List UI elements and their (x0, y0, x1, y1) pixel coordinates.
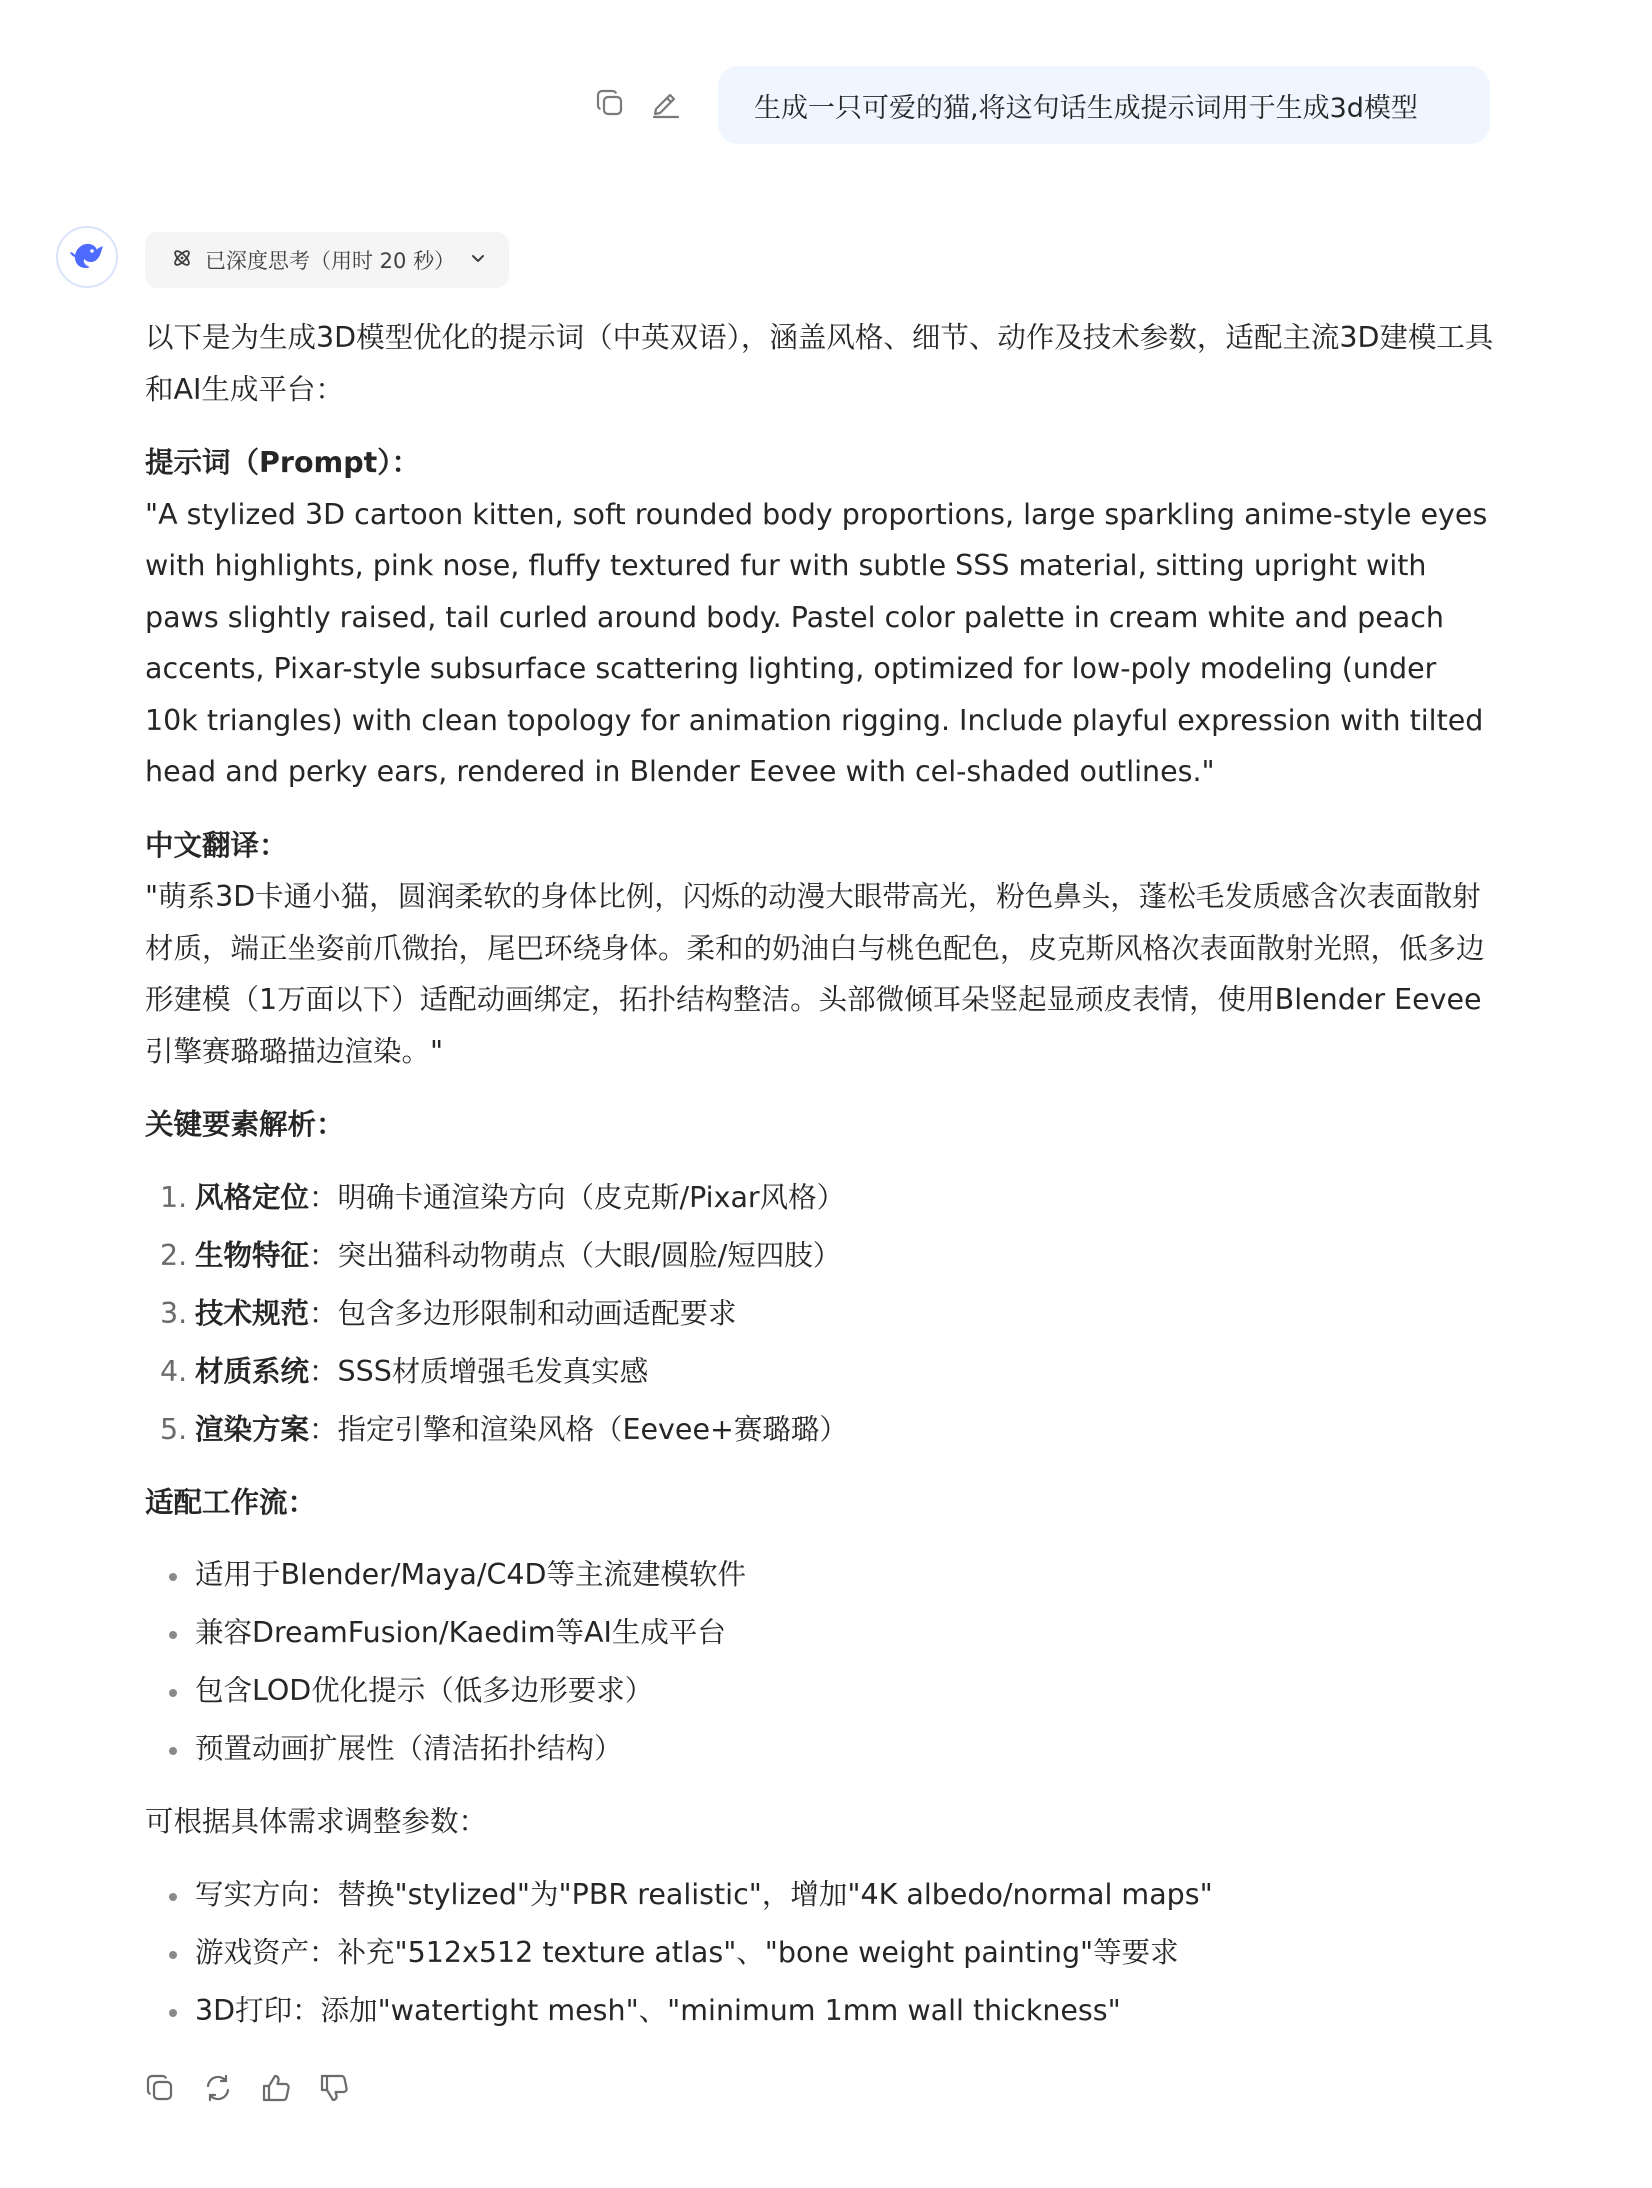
dislike-button[interactable] (312, 2068, 356, 2112)
adjust-heading: 可根据具体需求调整参数： (145, 1805, 488, 1838)
copy-answer-button[interactable] (138, 2068, 182, 2112)
list-item: 游戏资产：补充"512x512 texture atlas"、"bone weight painting"等要求 (145, 1924, 1495, 1982)
regenerate-button[interactable] (196, 2068, 240, 2112)
prompt-heading: 提示词（Prompt）： (145, 446, 420, 479)
whale-logo-icon (67, 238, 107, 276)
assistant-avatar (56, 226, 118, 288)
list-item: 适用于Blender/Maya/C4D等主流建模软件 (145, 1546, 1495, 1604)
edit-message-button[interactable] (644, 83, 688, 127)
like-button[interactable] (254, 2068, 298, 2112)
list-item: 2. 生物特征：突出猫科动物萌点（大眼/圆脸/短四肢） (160, 1238, 842, 1272)
workflow-list (145, 1546, 1495, 1778)
answer-intro: 以下是为生成3D模型优化的提示词（中英双语），涵盖风格、细节、动作及技术参数，适配主流3D建模工具和AI生成平台： (145, 321, 1494, 406)
copy-message-button[interactable] (588, 83, 632, 127)
list-item: 4. 材质系统：SSS材质增强毛发真实感 (160, 1354, 649, 1388)
list-item: 1. 风格定位：明确卡通渲染方向（皮克斯/Pixar风格） (160, 1180, 846, 1214)
elements-list (145, 1169, 1495, 1459)
translation-text: "萌系3D卡通小猫，圆润柔软的身体比例，闪烁的动漫大眼带高光，粉色鼻头，蓬松毛发质感含次表面散射材质，端正坐姿前爪微抬，尾巴环绕身体。柔和的奶油白与桃色配色，皮克斯风格次表面散射光照，低多边形建模（1万面以下）适配动画绑定，拓扑结构整洁。头部微倾耳朵竖起显顽皮表情，使用Blender Eevee引擎赛璐璐描边渲染。" (145, 880, 1485, 1068)
copy-icon (594, 87, 626, 123)
translation-heading: 中文翻译： (145, 828, 288, 862)
list-item: 5. 渲染方案：指定引擎和渲染风格（Eevee+赛璐璐） (160, 1412, 848, 1446)
adjustments-list (145, 1866, 1495, 2040)
thumbs-up-icon (260, 2072, 292, 2108)
assistant-answer (145, 312, 1495, 2040)
deep-thinking-label: 已深度思考（用时 20 秒） (205, 249, 456, 273)
list-item: 3D打印：添加"watertight mesh"、"minimum 1mm wall thickness" (145, 1982, 1495, 2040)
workflow-heading: 适配工作流： (145, 1485, 317, 1519)
atom-icon (171, 247, 193, 274)
elements-heading: 关键要素解析： (145, 1108, 345, 1141)
chevron-down-icon (469, 248, 487, 272)
list-item: 预置动画扩展性（清洁拓扑结构） (145, 1720, 1495, 1778)
list-item: 3. 技术规范：包含多边形限制和动画适配要求 (160, 1296, 737, 1330)
regenerate-icon (202, 2072, 234, 2108)
prompt-text: "A stylized 3D cartoon kitten, soft rounded body proportions, large sparkling anime-style eyes with highlights, pink nose, fluffy textured fur with subtle SSS material, sitting upright with paws slightly raised, tail curled around body. Pastel color palette in cream white and peach accents, Pixar-style subsurface scattering lighting, optimized for low-poly modeling (under 10k triangles) with clean topology for animation rigging. Include playful expression with tilted head and perky ears, rendered in Blender Eevee with cel-shaded outlines." (145, 497, 1488, 788)
list-item: 包含LOD优化提示（低多边形要求） (145, 1662, 1495, 1720)
deep-thinking-toggle[interactable] (145, 232, 509, 288)
list-item: 兼容DreamFusion/Kaedim等AI生成平台 (145, 1604, 1495, 1662)
user-message-bubble (718, 66, 1490, 144)
list-item: 写实方向：替换"stylized"为"PBR realistic"，增加"4K albedo/normal maps" (145, 1866, 1495, 1924)
edit-icon (650, 87, 682, 123)
thumbs-down-icon (318, 2072, 350, 2108)
answer-actions (138, 2068, 356, 2112)
copy-icon (144, 2072, 176, 2108)
user-message-text: 生成一只可爱的猫,将这句话生成提示词用于生成3d模型 (754, 92, 1418, 124)
